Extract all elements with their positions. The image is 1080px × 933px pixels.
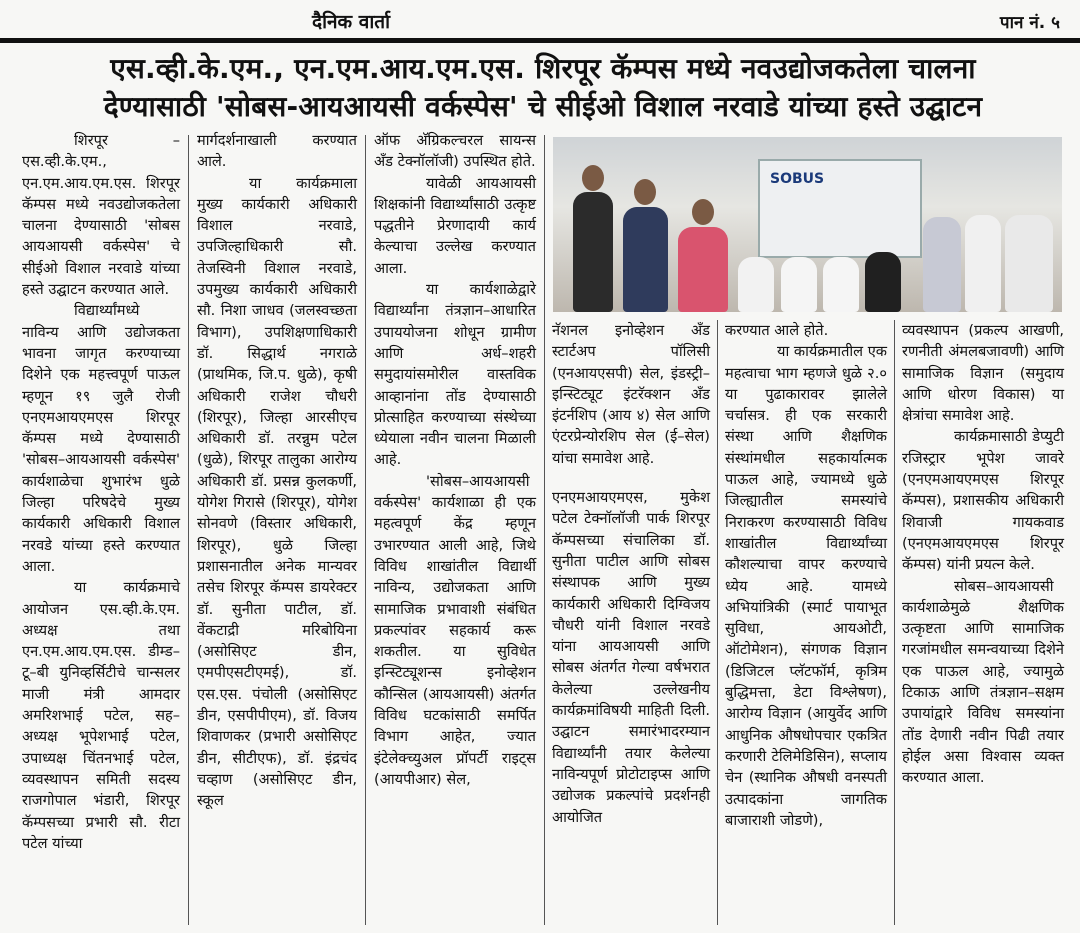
paragraph: या कार्यशाळेद्वारे विद्यार्थ्यांना तंत्रज्ञान–आधारित उपाययोजना शोधून ग्रामीण आणि अर्ध–शहरी समुदायांसमोरील वास्तविक आव्हानांना तोंड देण्यासाठी प्रोत्साहित करण्याच्या संस्थेच्या ध्येयाला नवीन चालना मिळाली आहे. bbox=[374, 281, 536, 469]
paragraph: या कार्यक्रमाचे आयोजन एस.व्ही.के.एम. अध्यक्ष तथा एन.एम.आय.एम.एस. डीम्ड–टू–बी युनिव्हर्सिटीचे चान्सलर माजी मंत्री आमदार अमरिशभाई पटेल, सह–अध्यक्ष भूपेशभाई पटेल, उपाध्यक्ष चिंतनभाई पटेल, व्यवस्थापन समिती सदस्य राजगोपाल भंडारी, शिरपूर कॅम्पसच्या प्रभारी सौ. रीटा पटेल यांच्या bbox=[22, 579, 180, 852]
paragraph: या कार्यक्रमातील एक महत्वाचा भाग म्हणजे धुळे २.० या पुढाकारावर झालेले चर्चासत्र. ही एक सरकारी संस्था आणि शैक्षणिक संस्थांमधील सहकार्यात्मक पाऊल आहे, ज्यामध्ये धुळे जिल्ह्यातील समस्यांचे निराकरण करण्यासाठी विविध शाखांतील विद्यार्थ्यांच्या कौशल्याचा वापर करण्याचे ध्येय आहे. यामध्ये अभियांत्रिकी (स्मार्ट पायाभूत सुविधा, आयओटी, ऑटोमेशन), संगणक विज्ञान (डिजिटल प्लॅटफॉर्म, कृत्रिम बुद्धिमत्ता, डेटा विश्लेषण), आरोग्य विज्ञान (आयुर्वेद आणि आधुनिक औषधोपचार एकत्रित करणारी टेलिमेडिसिन), सप्लाय चेन (स्थानिक औषधी वनस्पती उत्पादकांना जागतिक बाजाराशी जोडणे), bbox=[725, 343, 887, 829]
paragraph: एनएमआयएमएस, मुकेश पटेल टेक्नॉलॉजी पार्क शिरपूर कॅम्पसच्या संचालिका डॉ. सुनीता पाटील आणि सोबस संस्थापक आणि मुख्य कार्यकारी अधिकारी दिग्विजय चौधरी यांनी विशाल नरवडे यांना आयआयसी आणि सोबस अंतर्गत गेल्या वर्षभरात केलेल्या उल्लेखनीय कार्यक्रमांविषयी माहिती दिली. उद्घाटन समारंभादरम्यान विद्यार्थ्यांनी तयार केलेल्या नाविन्यपूर्ण प्रोटोटाइप्स आणि उद्योजक प्रकल्पांचे प्रदर्शनही आयोजित bbox=[552, 489, 710, 826]
headline-line-1: एस.व्ही.के.एम., एन.एम.आय.एम.एस. शिरपूर कॅम्पस मध्ये नवउद्योजकतेला चालना bbox=[110, 52, 976, 85]
event-banner: SOBUS bbox=[758, 159, 922, 258]
paragraph: यावेळी आयआयसी शिक्षकांनी विद्यार्थ्यांसाठी उत्कृष्ट पद्धतीने प्रेरणादायी कार्य केल्याचा उल्लेख करण्यात आला. bbox=[374, 174, 536, 277]
article-column-6 bbox=[902, 320, 1064, 789]
paragraph: 'सोबस–आयआयसी वर्कस्पेस' कार्यशाळा ही एक महत्वपूर्ण केंद्र म्हणून उभारण्यात आली आहे, जिथे विविध शाखांतील विद्यार्थी नाविन्य, उद्योजकता आणि सामाजिक प्रभावाशी संबंधित प्रकल्पांवर सहकार्य करू शकतील. या सुविधेत इन्स्टिट्यूशन्स इनोव्हेशन कौन्सिल (आयआयसी) अंतर्गत विविध घटकांसाठी समर्पित विभाग आहेत, ज्यात इंटेलेक्च्युअल प्रॉपर्टी राइट्स (आयपीआर) सेल, bbox=[374, 472, 536, 788]
column-divider bbox=[365, 135, 366, 925]
person-figure bbox=[923, 217, 961, 312]
column-divider bbox=[717, 320, 718, 925]
person-figure bbox=[965, 215, 1001, 312]
person-figure bbox=[738, 257, 774, 312]
article-column-2 bbox=[197, 130, 357, 812]
paragraph: करण्यात आले होते. bbox=[725, 322, 829, 339]
newspaper-name: दैनिक वार्ता bbox=[312, 11, 390, 33]
paragraph: मार्गदर्शनाखाली करण्यात आले. bbox=[197, 132, 357, 171]
column-divider bbox=[544, 135, 545, 925]
person-figure bbox=[865, 252, 901, 312]
person-figure bbox=[678, 227, 728, 312]
paragraph: विद्यार्थ्यांमध्ये नाविन्य आणि उद्योजकता भावना जागृत करण्याच्या दिशेने एक महत्त्वपूर्ण पाऊल म्हणून १९ जुलै रोजी एनएमआयएमएस शिरपूर कॅम्पस मध्ये देण्यासाठी 'सोबस–आयआयसी वर्कस्पेस' कार्यशाळेचा शुभारंभ धुळे जिल्हा परिषदेचे मुख्य कार्यकारी अधिकारी विशाल नरवडे यांच्या हस्ते करण्यात आला. bbox=[22, 302, 180, 575]
person-figure bbox=[573, 192, 613, 312]
person-figure bbox=[623, 207, 668, 312]
person-figure bbox=[823, 257, 859, 312]
article-column-3 bbox=[374, 130, 536, 790]
paragraph: सोबस–आयआयसी कार्यशाळेमुळे शैक्षणिक उत्कृष्टता आणि सामाजिक गरजांमधील समन्वयाच्या दिशेने एक पाऊल आहे, ज्यामुळे टिकाऊ आणि तंत्रज्ञान–सक्षम उपायांद्वारे विविध समस्यांना तोंड देणारी नवीन पिढी तयार होईल असा विश्वास व्यक्त करण्यात आला. bbox=[902, 577, 1064, 787]
paragraph: व्यवस्थापन (प्रकल्प आखणी, रणनीती अंमलबजावणी) आणि सामाजिक विज्ञान (समुदाय आणि धोरण विकास) या क्षेत्रांचा समावेश आहे. bbox=[902, 322, 1064, 425]
paragraph: या कार्यक्रमाला मुख्य कार्यकारी अधिकारी विशाल नरवाडे, उपजिल्हाधिकारी सौ. तेजस्विनी विशाल नरवाडे, उपमुख्य कार्यकारी अधिकारी सौ. निशा जाधव (जलस्वच्छता विभाग), उपशिक्षणाधिकारी डॉ. सिद्धार्थ नगराळे (प्राथमिक, जि.प. धुळे), कृषी अधिकारी राजेश चौधरी (शिरपूर), जिल्हा आरसीएच अधिकारी डॉ. तरन्नुम पटेल (धुळे), शिरपूर तालुका आरोग्य अधिकारी डॉ. प्रसन्न कुलकर्णी, योगेश गिरासे (शिरपूर), योगेश सोनवणे (विस्तार अधिकारी, शिरपूर), धुळे जिल्हा प्रशासनातील अनेक मान्यवर तसेच शिरपूर कॅम्पस डायरेक्टर डॉ. सुनीता पाटील, डॉ. वेंकटाद्री मरिबोयिना (असोसिएट डीन, एमपीएसटीएमई), डॉ. एस.एस. पंचोली (असोसिएट डीन, एसपीपीएम), डॉ. विजय शिवाणकर (प्रभारी असोसिएट डीन, सीटीएफ), डॉ. इंद्रचंद चव्हाण (असोसिएट डीन, स्कूल bbox=[197, 174, 357, 810]
person-head bbox=[582, 165, 604, 191]
page-number: पान नं. ५ bbox=[999, 13, 1060, 33]
event-photo bbox=[553, 137, 1062, 312]
page-header bbox=[0, 0, 1080, 44]
paragraph: नॅशनल इनोव्हेशन अँड स्टार्टअप पॉलिसी (एनआयएसपी) सेल, इंडस्ट्री–इन्स्टिट्यूट इंटरॅक्शन अँड इंटर्नशिप (आय ४) सेल आणि एंटरप्रेन्योरशिप सेल (ई–सेल) यांचा समावेश आहे. bbox=[552, 322, 710, 467]
headline-line-2: देण्यासाठी 'सोबस-आयआयसी वर्कस्पेस' चे सीईओ विशाल नरवाडे यांच्या हस्ते उद्घाटन bbox=[103, 90, 983, 123]
column-divider bbox=[188, 135, 189, 925]
person-figure bbox=[781, 257, 817, 312]
person-figure bbox=[1005, 215, 1053, 312]
paragraph: ऑफ अ‍ॅग्रिकल्चरल सायन्स अँड टेक्नॉलॉजी) उपस्थित होते. bbox=[374, 132, 536, 171]
person-head bbox=[692, 199, 714, 225]
article-column-5 bbox=[725, 320, 887, 831]
column-divider bbox=[894, 320, 895, 925]
paragraph: कार्यक्रमासाठी डेप्युटी रजिस्ट्रार भूपेश जावरे (एनएमआयएमएस शिरपूर कॅम्पस), प्रशासकीय अधिकारी शिवाजी गायकवाड (एनएमआयएमएस शिरपूर कॅम्पस) यांनी प्रयत्न केले. bbox=[902, 428, 1064, 574]
header-rule bbox=[0, 38, 1080, 43]
article-column-4 bbox=[552, 320, 710, 828]
person-head bbox=[634, 179, 656, 205]
article-column-1 bbox=[22, 130, 180, 854]
paragraph: शिरपूर – एस.व्ही.के.एम., एन.एम.आय.एम.एस. शिरपूर कॅम्पस मध्ये नवउद्योजकतेला चालना देण्यासाठी 'सोबस आयआयसी वर्कस्पेस' चे सीईओ विशाल नरवाडे यांच्या हस्ते उद्घाटन करण्यात आले. bbox=[22, 132, 180, 299]
article-headline bbox=[18, 50, 1068, 126]
